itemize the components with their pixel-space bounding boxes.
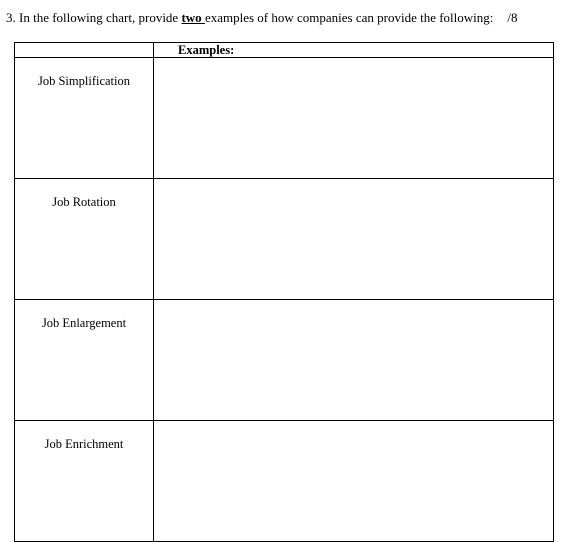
examples-header: Examples: xyxy=(154,43,554,58)
question-prefix: 3. In the following chart, provide xyxy=(6,10,182,25)
row-label-job-enrichment: Job Enrichment xyxy=(15,421,154,542)
table-row xyxy=(15,300,554,421)
table-row xyxy=(15,58,554,179)
row-label-job-simplification: Job Simplification xyxy=(15,58,154,179)
table-row xyxy=(15,421,554,542)
question-emphasis: two xyxy=(181,10,205,25)
header-row xyxy=(15,43,554,58)
examples-cell-job-rotation[interactable] xyxy=(154,179,554,300)
examples-cell-job-simplification[interactable] xyxy=(154,58,554,179)
examples-cell-job-enrichment[interactable] xyxy=(154,421,554,542)
question-text xyxy=(6,10,556,26)
examples-chart xyxy=(14,42,554,542)
row-label-job-enlargement: Job Enlargement xyxy=(15,300,154,421)
row-label-job-rotation: Job Rotation xyxy=(15,179,154,300)
table-row xyxy=(15,179,554,300)
question-suffix: examples of how companies can provide the following: xyxy=(204,10,494,25)
examples-cell-job-enlargement[interactable] xyxy=(154,300,554,421)
header-left-cell xyxy=(15,43,154,58)
question-marks: /8 xyxy=(507,10,518,25)
